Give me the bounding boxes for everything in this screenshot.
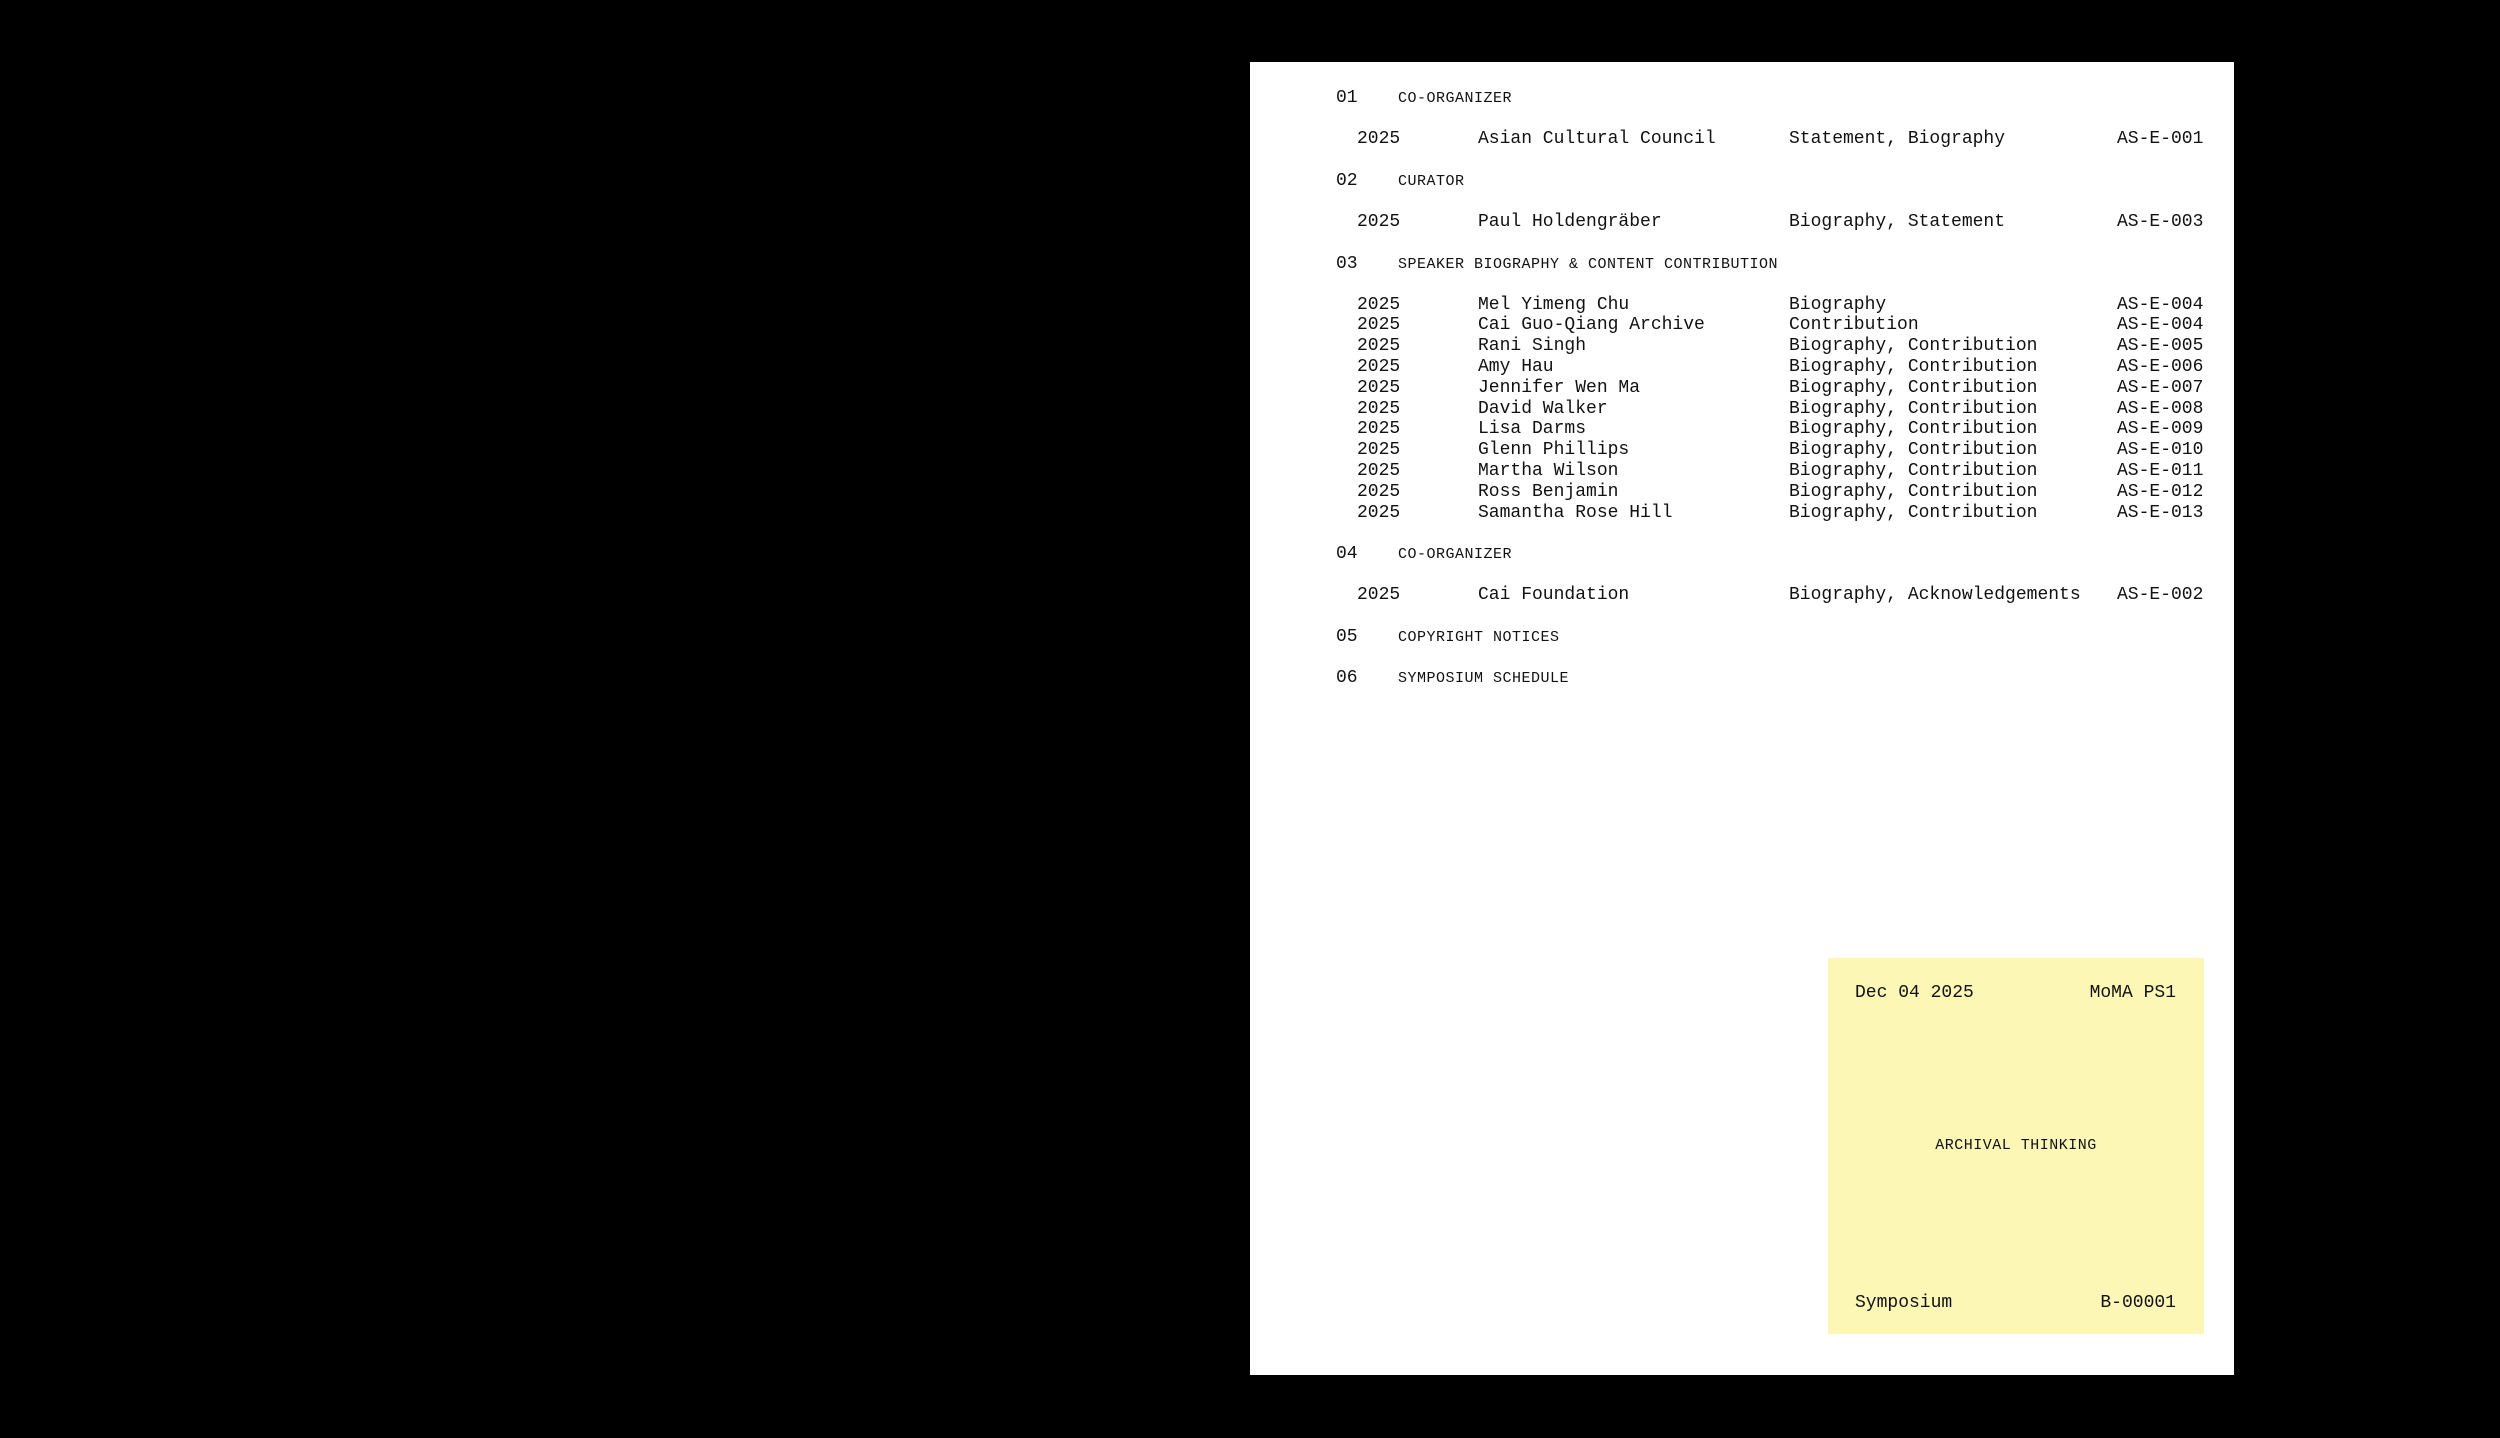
- list-item: [1336, 315, 2216, 336]
- card-venue: MoMA PS1: [2089, 983, 2176, 1003]
- entry-year: 2025: [1357, 211, 1401, 232]
- document-page: [1250, 62, 2234, 1375]
- card-code: B-00001: [2100, 1293, 2176, 1313]
- entry-name: Cai Guo-Qiang Archive: [1478, 315, 1705, 336]
- section-heading: [1336, 544, 2216, 565]
- list-item: [1336, 585, 2216, 606]
- section-number: 02: [1336, 170, 1358, 191]
- section-heading: [1336, 254, 2216, 275]
- entry-year: 2025: [1357, 419, 1401, 440]
- table-of-contents: [1336, 88, 2216, 709]
- section-title: CO-ORGANIZER: [1398, 546, 1513, 564]
- entry-name: David Walker: [1478, 398, 1608, 419]
- entry-code: AS-E-013: [2117, 502, 2204, 523]
- entry-type: Biography, Contribution: [1789, 419, 2038, 440]
- card-date: Dec 04 2025: [1855, 983, 1974, 1003]
- list-item: [1336, 357, 2216, 378]
- card-title: ARCHIVAL THINKING: [1935, 1137, 2097, 1154]
- list-item: [1336, 295, 2216, 316]
- section-number: 01: [1336, 88, 1358, 108]
- entry-code: AS-E-006: [2117, 356, 2204, 377]
- entry-name: Mel Yimeng Chu: [1478, 294, 1630, 315]
- section-title: CO-ORGANIZER: [1398, 90, 1513, 107]
- entry-year: 2025: [1357, 502, 1401, 523]
- entry-type: Statement, Biography: [1789, 129, 2006, 149]
- entry-type: Biography, Contribution: [1789, 440, 2038, 461]
- section-heading: [1336, 171, 2216, 192]
- entry-code: AS-E-004: [2117, 315, 2204, 336]
- entry-code: AS-E-010: [2117, 440, 2204, 461]
- entry-name: Glenn Phillips: [1478, 440, 1630, 461]
- entry-type: Biography, Contribution: [1789, 377, 2038, 398]
- entry-code: AS-E-002: [2117, 585, 2204, 606]
- section-number: 05: [1336, 627, 1358, 648]
- list-item: [1336, 440, 2216, 461]
- section-title: SPEAKER BIOGRAPHY & CONTENT CONTRIBUTION: [1398, 255, 1779, 273]
- entry-year: 2025: [1357, 460, 1401, 481]
- entry-type: Biography, Contribution: [1789, 502, 2038, 523]
- entry-code: AS-E-004: [2117, 294, 2204, 315]
- entry-list: [1336, 129, 2216, 150]
- entry-name: Rani Singh: [1478, 336, 1587, 357]
- entry-type: Biography, Contribution: [1789, 356, 2038, 377]
- entry-code: AS-E-012: [2117, 481, 2204, 502]
- list-item: [1336, 129, 2216, 150]
- entry-type: Biography, Contribution: [1789, 398, 2038, 419]
- entry-year: 2025: [1357, 294, 1401, 315]
- entry-name: Jennifer Wen Ma: [1478, 377, 1641, 398]
- entry-type: Biography, Statement: [1789, 211, 2006, 232]
- entry-list: [1336, 212, 2216, 233]
- entry-code: AS-E-009: [2117, 419, 2204, 440]
- list-item: [1336, 461, 2216, 482]
- entry-year: 2025: [1357, 377, 1401, 398]
- entry-name: Asian Cultural Council: [1478, 129, 1716, 149]
- section-heading: [1336, 88, 2216, 109]
- entry-type: Biography, Contribution: [1789, 481, 2038, 502]
- entry-name: Paul Holdengräber: [1478, 211, 1662, 232]
- entry-year: 2025: [1357, 336, 1401, 357]
- card-type: Symposium: [1855, 1293, 1953, 1313]
- section-heading: [1336, 627, 2216, 648]
- entry-name: Ross Benjamin: [1478, 481, 1619, 502]
- entry-year: 2025: [1357, 129, 1401, 149]
- cover-card: [1828, 958, 2204, 1334]
- section-title: SYMPOSIUM SCHEDULE: [1398, 670, 1570, 688]
- entry-name: Samantha Rose Hill: [1478, 502, 1673, 523]
- entry-year: 2025: [1357, 481, 1401, 502]
- entry-code: AS-E-001: [2117, 129, 2204, 149]
- list-item: [1336, 503, 2216, 524]
- entry-year: 2025: [1357, 315, 1401, 336]
- entry-code: AS-E-008: [2117, 398, 2204, 419]
- entry-code: AS-E-011: [2117, 460, 2204, 481]
- entry-type: Biography, Acknowledgements: [1789, 585, 2081, 606]
- list-item: [1336, 212, 2216, 233]
- entry-code: AS-E-005: [2117, 336, 2204, 357]
- list-item: [1336, 482, 2216, 503]
- entry-year: 2025: [1357, 585, 1401, 606]
- entry-code: AS-E-003: [2117, 211, 2204, 232]
- entry-name: Cai Foundation: [1478, 585, 1630, 606]
- entry-type: Biography, Contribution: [1789, 336, 2038, 357]
- entry-year: 2025: [1357, 356, 1401, 377]
- entry-type: Biography: [1789, 294, 1887, 315]
- entry-name: Lisa Darms: [1478, 419, 1587, 440]
- section-number: 06: [1336, 668, 1358, 689]
- entry-year: 2025: [1357, 398, 1401, 419]
- entry-year: 2025: [1357, 440, 1401, 461]
- entry-name: Martha Wilson: [1478, 460, 1619, 481]
- section-heading: [1336, 668, 2216, 689]
- entry-type: Biography, Contribution: [1789, 460, 2038, 481]
- entry-code: AS-E-007: [2117, 377, 2204, 398]
- section-number: 04: [1336, 544, 1358, 565]
- section-number: 03: [1336, 253, 1358, 274]
- list-item: [1336, 419, 2216, 440]
- entry-list: [1336, 295, 2216, 524]
- entry-name: Amy Hau: [1478, 356, 1554, 377]
- entry-type: Contribution: [1789, 315, 1919, 336]
- list-item: [1336, 378, 2216, 399]
- list-item: [1336, 399, 2216, 420]
- list-item: [1336, 336, 2216, 357]
- section-title: COPYRIGHT NOTICES: [1398, 629, 1560, 647]
- entry-list: [1336, 585, 2216, 606]
- section-title: CURATOR: [1398, 172, 1465, 190]
